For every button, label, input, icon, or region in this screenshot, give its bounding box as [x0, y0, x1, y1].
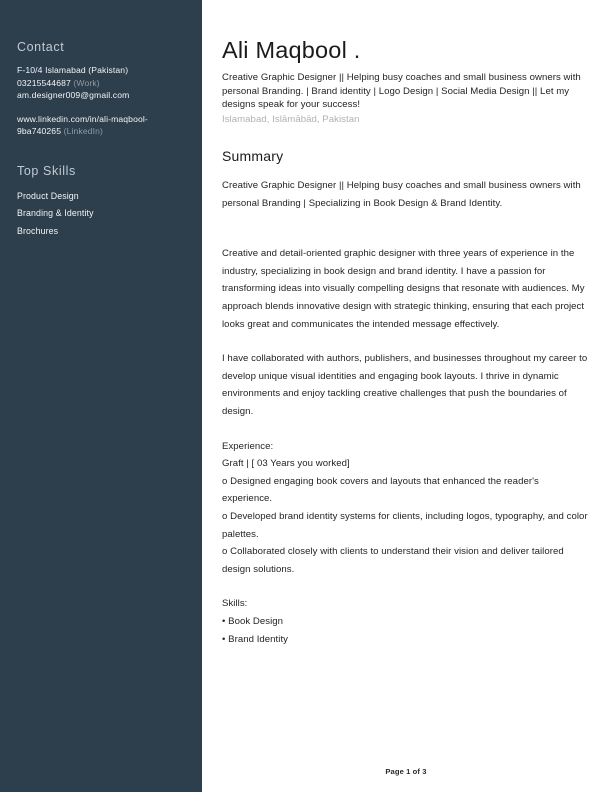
skills-label: Skills: — [222, 598, 248, 610]
candidate-location: Islamabad, Islāmābād, Pakistan — [222, 114, 360, 126]
summary-intro: Creative Graphic Designer || Helping busy coaches and small business owners with personal Branding | Specializing in Book Design & Brand Identity. — [222, 180, 581, 209]
sidebar — [0, 0, 202, 792]
experience-bullet: o Collaborated closely with clients to understand their vision and deliver tailored design solutions. — [222, 546, 564, 575]
contact-section — [17, 40, 186, 138]
contact-phone-label: (Work) — [73, 77, 100, 88]
sidebar-section-spacer — [17, 138, 186, 164]
skills-bullet: • Book Design — [222, 615, 284, 627]
summary-spacer — [222, 212, 590, 245]
contact-linkedin-url[interactable]: www.linkedin.com/in/ali-maqbool-9ba740265 — [17, 113, 148, 137]
skills-spacer — [222, 578, 590, 595]
candidate-name: Ali Maqbool . — [222, 37, 361, 63]
contact-linkedin-label: (LinkedIn) — [63, 126, 104, 137]
contact-spacer — [17, 102, 186, 113]
experience-label: Experience: — [222, 440, 274, 452]
candidate-headline: Creative Graphic Designer || Helping busy coaches and small business owners with personal Branding. | Brand identity | Logo Design | Social Media Design || Let my designs speak for your success! — [222, 71, 581, 111]
contact-linkedin-row — [17, 113, 186, 138]
main-content — [222, 0, 590, 792]
contact-address: F-10/4 Islamabad (Pakistan) — [17, 65, 129, 75]
experience-bullet: o Designed engaging book covers and layouts that enhanced the reader's experience. — [222, 475, 539, 505]
experience-spacer — [222, 421, 590, 438]
experience-bullet: o Developed brand identity systems for clients, including logos, typography, and color palettes. — [222, 510, 588, 540]
page-footer: Page 1 of 3 — [385, 767, 427, 776]
top-skills-section — [17, 164, 186, 241]
paragraph-spacer — [222, 333, 590, 350]
top-skills-heading: Top Skills — [17, 163, 76, 178]
top-skill-item: Branding & Identity — [17, 208, 94, 219]
top-skill-item: Product Design — [17, 190, 79, 201]
top-skill-item: Brochures — [17, 225, 59, 236]
skills-bullet: • Brand Identity — [222, 633, 289, 645]
contact-phone-row — [17, 77, 186, 90]
contact-email[interactable]: am.designer009@gmail.com — [17, 90, 130, 101]
contact-heading: Contact — [17, 40, 65, 54]
summary-section-title: Summary — [222, 148, 284, 165]
summary-paragraph-1: Creative and detail-oriented graphic designer with three years of experience in the industry, specializing in book design and brand identity. I have a passion for transforming ideas into visually compelling designs that resonate with audiences. My approach blends innovative design with strategic thinking, ensuring that each project looks great and communicates the intended message effectively. — [222, 248, 585, 330]
contact-phone: 03215544687 — [17, 77, 71, 88]
summary-paragraph-2: I have collaborated with authors, publishers, and businesses throughout my career to develop unique visual identities and engaging book layouts. I thrive in dynamic environments and enjoy tackling creative challenges that push the boundaries of design. — [222, 353, 588, 417]
experience-role: Graft | [ 03 Years you worked] — [222, 458, 350, 470]
